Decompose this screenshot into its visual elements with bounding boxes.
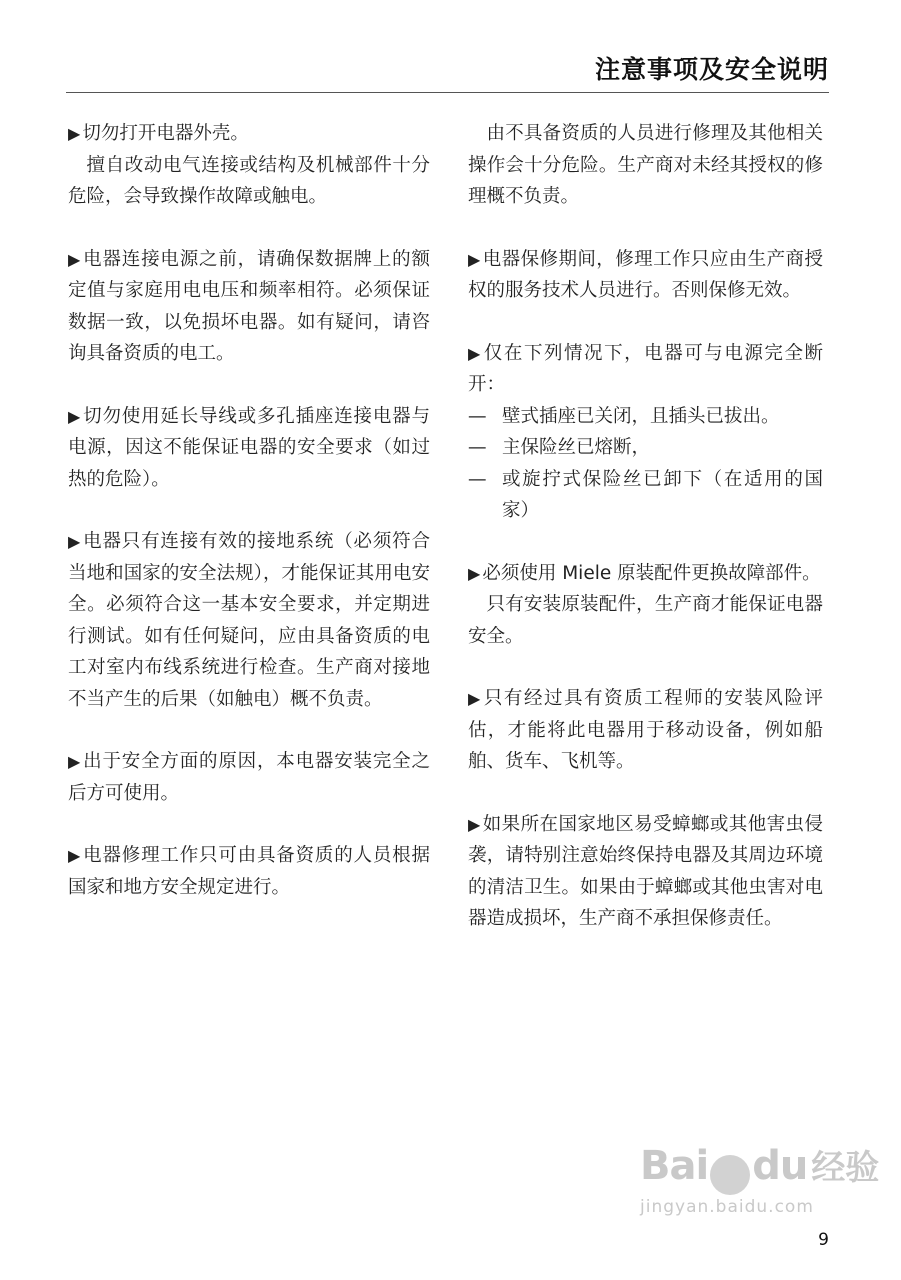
bullet-arrow-icon: ▶ (68, 752, 82, 771)
brand-name: Miele (562, 562, 612, 584)
bullet-arrow-icon: ▶ (468, 814, 481, 834)
item-text: 出于安全方面的原因，本电器安装完全之后方可使用。 (68, 751, 430, 804)
baidu-watermark (640, 1140, 879, 1217)
safety-item-earthing (68, 526, 430, 715)
item-text: 只有经过具有资质工程师的安装风险评估，才能将此电器用于移动设备，例如船舶、货车、飞机等。 (468, 688, 823, 772)
list-item: — 主保险丝已熔断， (468, 432, 823, 464)
item-text: 切勿使用延长导线或多孔插座连接电器与电源，因这不能保证电器的安全要求（如过热的危险）。 (68, 405, 430, 490)
item-text: 电器只有连接有效的接地系统（必须符合当地和国家的安全法规），才能保证其用电安全。必须符合这一基本安全要求，并定期进行测试。如有任何疑问，应由具备资质的电工对室内布线系统进行检查。生产商对接地不当产生的后果（如触电）概不负责。 (68, 531, 430, 710)
safety-item-installation (68, 746, 430, 809)
page-title: 注意事项及安全说明 (594, 55, 829, 84)
item-body: 只有安装原装配件，生产商才能保证电器安全。 (468, 594, 823, 647)
item-lead: 切勿打开电器外壳。 (82, 123, 249, 144)
disconnect-list (468, 401, 823, 527)
item-text: 电器连接电源之前，请确保数据牌上的额定值与家庭用电电压和频率相符。必须保证数据一致，以免损坏电器。如有疑问，请咨询具备资质的电工。 (68, 248, 430, 364)
repair-warning: 由不具备资质的人员进行修理及其他相关操作会十分危险。生产商对未经其授权的修理概不负责。 (468, 123, 823, 207)
left-column (68, 118, 430, 934)
dash-icon: — (468, 437, 487, 458)
watermark-logo-left: Bai (640, 1143, 709, 1189)
bullet-arrow-icon: ▶ (68, 846, 82, 865)
item-text: 电器保修期间，修理工作只应由生产商授权的服务技术人员进行。否则保修无效。 (468, 248, 823, 301)
bullet-arrow-icon: ▶ (68, 406, 82, 426)
dash-icon: — (468, 468, 487, 490)
safety-item-open-housing (68, 118, 430, 213)
list-item: — 壁式插座已关闭，且插头已拔出。 (468, 401, 823, 433)
page-number: 9 (818, 1230, 829, 1250)
safety-item-extension-lead (68, 401, 430, 496)
watermark-logo-right: du (752, 1143, 808, 1189)
safety-item-warranty (468, 244, 823, 307)
list-item: — 或旋拧式保险丝已卸下（在适用的国家） (468, 464, 823, 527)
item-body: 擅自改动电气连接或结构及机械部件十分危险，会导致操作故障或触电。 (68, 154, 430, 207)
bullet-arrow-icon: ▶ (468, 689, 482, 708)
bullet-arrow-icon: ▶ (68, 124, 81, 143)
item-text: 如果所在国家地区易受蟑螂或其他害虫侵袭，请特别注意始终保持电器及其周边环境的清洁卫生。如果由于蟑螂或其他虫害对电器造成损坏，生产商不承担保修责任。 (468, 813, 823, 929)
item-lead-pre: 必须使用 (482, 562, 557, 584)
watermark-url: jingyan.baidu.com (640, 1196, 814, 1217)
bullet-arrow-icon: ▶ (468, 563, 481, 583)
safety-item-rating-plate (68, 244, 430, 370)
bullet-arrow-icon: ▶ (468, 249, 481, 269)
bullet-arrow-icon: ▶ (68, 532, 82, 551)
paw-icon (710, 1155, 750, 1195)
safety-item-original-parts (468, 558, 823, 653)
dash-icon: — (468, 405, 487, 427)
safety-item-pests (468, 809, 823, 935)
watermark-cn: 经验 (811, 1148, 880, 1188)
header-divider (66, 92, 829, 93)
item-lead: 仅在下列情况下，电器可与电源完全断开： (468, 342, 823, 395)
item-text: 电器修理工作只可由具备资质的人员根据国家和地方安全规定进行。 (68, 845, 430, 898)
bullet-arrow-icon: ▶ (468, 343, 482, 363)
item-lead-post: 原装配件更换故障部件。 (617, 562, 821, 584)
safety-item-mobile-use (468, 683, 823, 778)
safety-item-repair (68, 840, 430, 903)
bullet-arrow-icon: ▶ (68, 249, 82, 269)
safety-item-disconnect (468, 338, 823, 527)
right-column (468, 118, 823, 966)
